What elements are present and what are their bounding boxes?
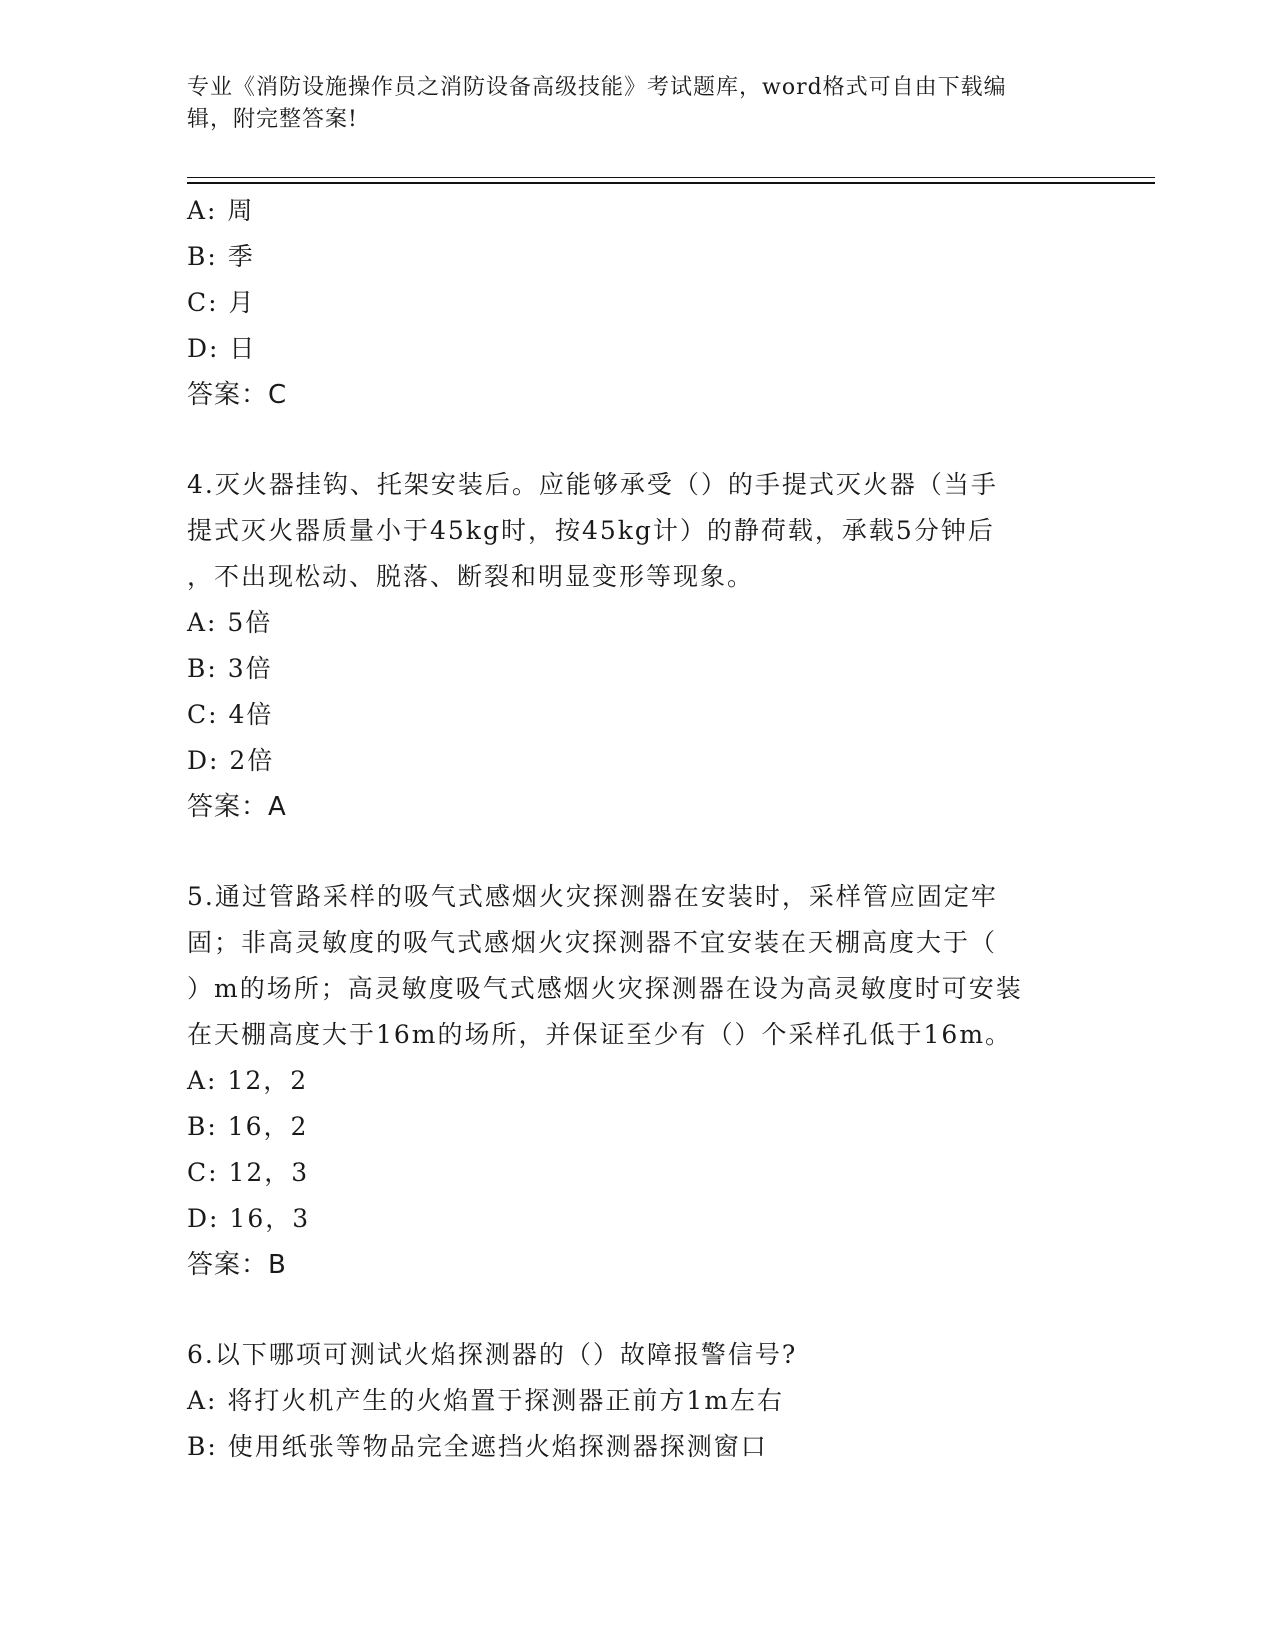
- option-d: D: 16，3: [187, 1204, 311, 1233]
- stem-line: 固；非高灵敏度的吸气式感烟火灾探测器不宜安装在天棚高度大于（: [187, 928, 998, 957]
- stem-line: 提式灭火器质量小于45kg时，按45kg计）的静荷载，承载5分钟后: [187, 516, 995, 545]
- answer-line: 答案：C: [187, 380, 288, 410]
- option-a: A: 周: [187, 196, 255, 225]
- option-d: D: 日: [187, 334, 257, 363]
- spacer: [187, 830, 1087, 874]
- answer-line: 答案：A: [187, 792, 287, 822]
- question-5: [187, 874, 1087, 1288]
- question-stem: [187, 874, 1087, 1058]
- option-d: D: 2倍: [187, 746, 275, 775]
- question-4: [187, 462, 1087, 830]
- header-divider-thick: [187, 182, 1155, 184]
- option-b: B: 使用纸张等物品完全遮挡火焰探测器探测窗口: [187, 1432, 768, 1461]
- stem-line: ，不出现松动、脱落、断裂和明显变形等现象。: [187, 562, 755, 591]
- stem-line: 在天棚高度大于16m的场所，并保证至少有（）个采样孔低于16m。: [187, 1020, 1013, 1049]
- stem-line: 4.灭火器挂钩、托架安装后。应能够承受（）的手提式灭火器（当手: [187, 470, 998, 499]
- spacer: [187, 418, 1087, 462]
- question-stem: [187, 1332, 1087, 1378]
- document-header: [187, 72, 1067, 136]
- option-c: C: 12，3: [187, 1158, 310, 1187]
- option-b: B: 季: [187, 242, 255, 271]
- question-3: [187, 188, 1087, 418]
- question-stem: [187, 462, 1087, 600]
- spacer: [187, 1288, 1087, 1332]
- option-c: C: 月: [187, 288, 256, 317]
- header-divider-thin: [187, 177, 1155, 178]
- answer-line: 答案：B: [187, 1250, 287, 1280]
- option-a: A: 将打火机产生的火焰置于探测器正前方1m左右: [187, 1386, 785, 1415]
- question-6: [187, 1332, 1087, 1470]
- question-list: [187, 188, 1087, 1470]
- header-line-2: 辑，附完整答案!: [187, 107, 358, 132]
- option-a: A: 5倍: [187, 608, 273, 637]
- option-b: B: 3倍: [187, 654, 273, 683]
- header-line-1: 专业《消防设施操作员之消防设备高级技能》考试题库，word格式可自由下载编: [187, 75, 1007, 100]
- option-b: B: 16，2: [187, 1112, 309, 1141]
- stem-line: ）m的场所；高灵敏度吸气式感烟火灾探测器在设为高灵敏度时可安装: [187, 974, 1023, 1003]
- stem-line: 5.通过管路采样的吸气式感烟火灾探测器在安装时，采样管应固定牢: [187, 882, 998, 911]
- option-c: C: 4倍: [187, 700, 274, 729]
- option-a: A: 12，2: [187, 1066, 309, 1095]
- stem-line: 6.以下哪项可测试火焰探测器的（）故障报警信号?: [187, 1340, 798, 1369]
